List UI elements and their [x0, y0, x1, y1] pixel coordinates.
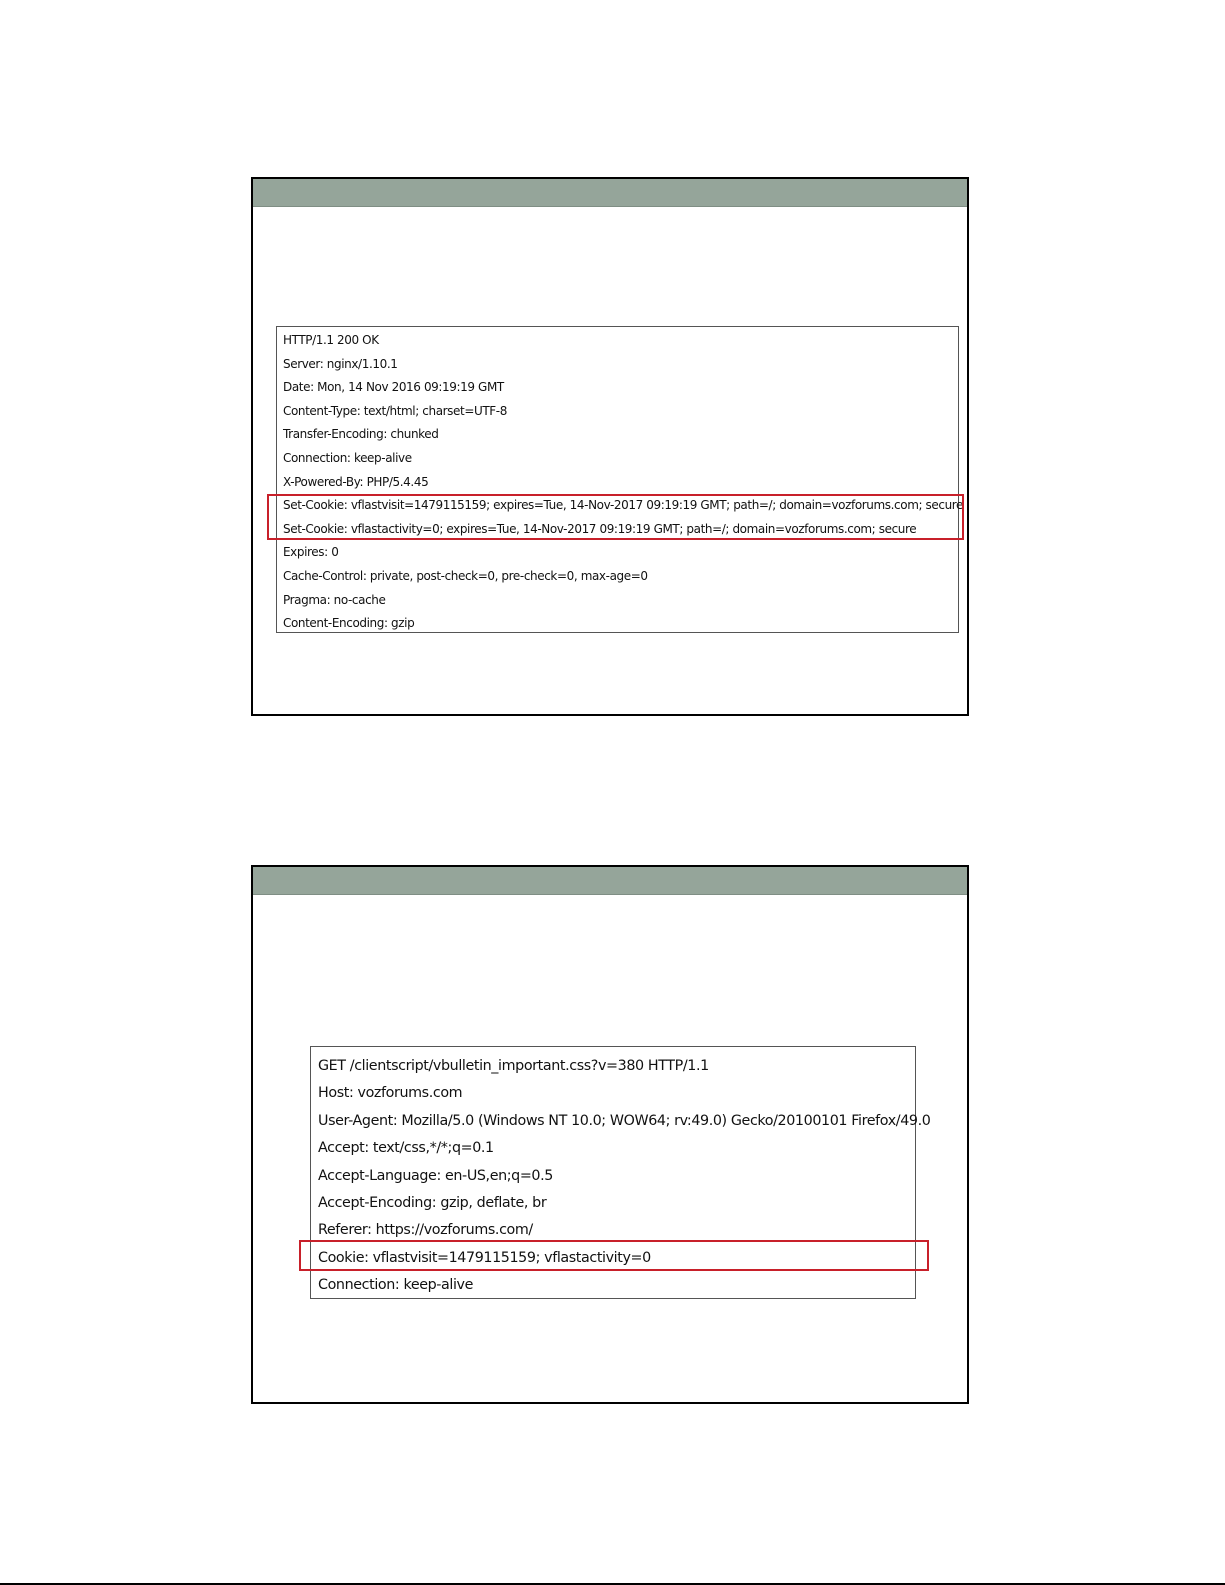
response-status-line: HTTP/1.1 200 OK — [283, 333, 379, 347]
header-expires: Expires: 0 — [283, 545, 339, 560]
header-set-cookie-lastactivity: Set-Cookie: vflastactivity=0; expires=Tue, 14-Nov-2017 09:19:19 GMT; path=/; domain=vozforums.com; secure — [283, 521, 917, 536]
header-accept: Accept: text/css,*/*;q=0.1 — [318, 1140, 494, 1157]
header-set-cookie-lastvisit: Set-Cookie: vflastvisit=1479115159; expires=Tue, 14-Nov-2017 09:19:19 GMT; path=/; domain=vozforums.com; secure — [283, 498, 964, 513]
header-content-type: Content-Type: text/html; charset=UTF-8 — [283, 403, 507, 418]
request-slide — [251, 865, 969, 1404]
cookie-highlight — [299, 1240, 929, 1271]
header-content-encoding: Content-Encoding: gzip — [283, 616, 415, 631]
header-user-agent: User-Agent: Mozilla/5.0 (Windows NT 10.0; WOW64; rv:49.0) Gecko/20100101 Firefox/49.0 — [318, 1112, 931, 1129]
header-connection: Connection: keep-alive — [283, 450, 412, 465]
header-server: Server: nginx/1.10.1 — [283, 356, 398, 371]
set-cookie-highlight — [267, 494, 964, 540]
request-line: GET /clientscript/vbulletin_important.css?v=380 HTTP/1.1 — [318, 1058, 709, 1074]
header-transfer-encoding: Transfer-Encoding: chunked — [283, 427, 439, 442]
header-pragma: Pragma: no-cache — [283, 592, 386, 607]
header-referer: Referer: https://vozforums.com/ — [318, 1222, 533, 1239]
header-cache-control: Cache-Control: private, post-check=0, pre-check=0, max-age=0 — [283, 568, 648, 583]
slide-header-bar — [253, 179, 967, 207]
header-cookie: Cookie: vflastvisit=1479115159; vflastactivity=0 — [318, 1249, 651, 1266]
header-accept-language: Accept-Language: en-US,en;q=0.5 — [318, 1167, 553, 1184]
header-host: Host: vozforums.com — [318, 1085, 463, 1102]
header-date: Date: Mon, 14 Nov 2016 09:19:19 GMT — [283, 380, 504, 395]
response-slide — [251, 177, 969, 716]
header-x-powered-by: X-Powered-By: PHP/5.4.45 — [283, 474, 429, 489]
header-accept-encoding: Accept-Encoding: gzip, deflate, br — [318, 1194, 547, 1211]
header-connection: Connection: keep-alive — [318, 1277, 474, 1294]
slide-header-bar — [253, 867, 967, 895]
response-headers-box — [276, 326, 964, 633]
